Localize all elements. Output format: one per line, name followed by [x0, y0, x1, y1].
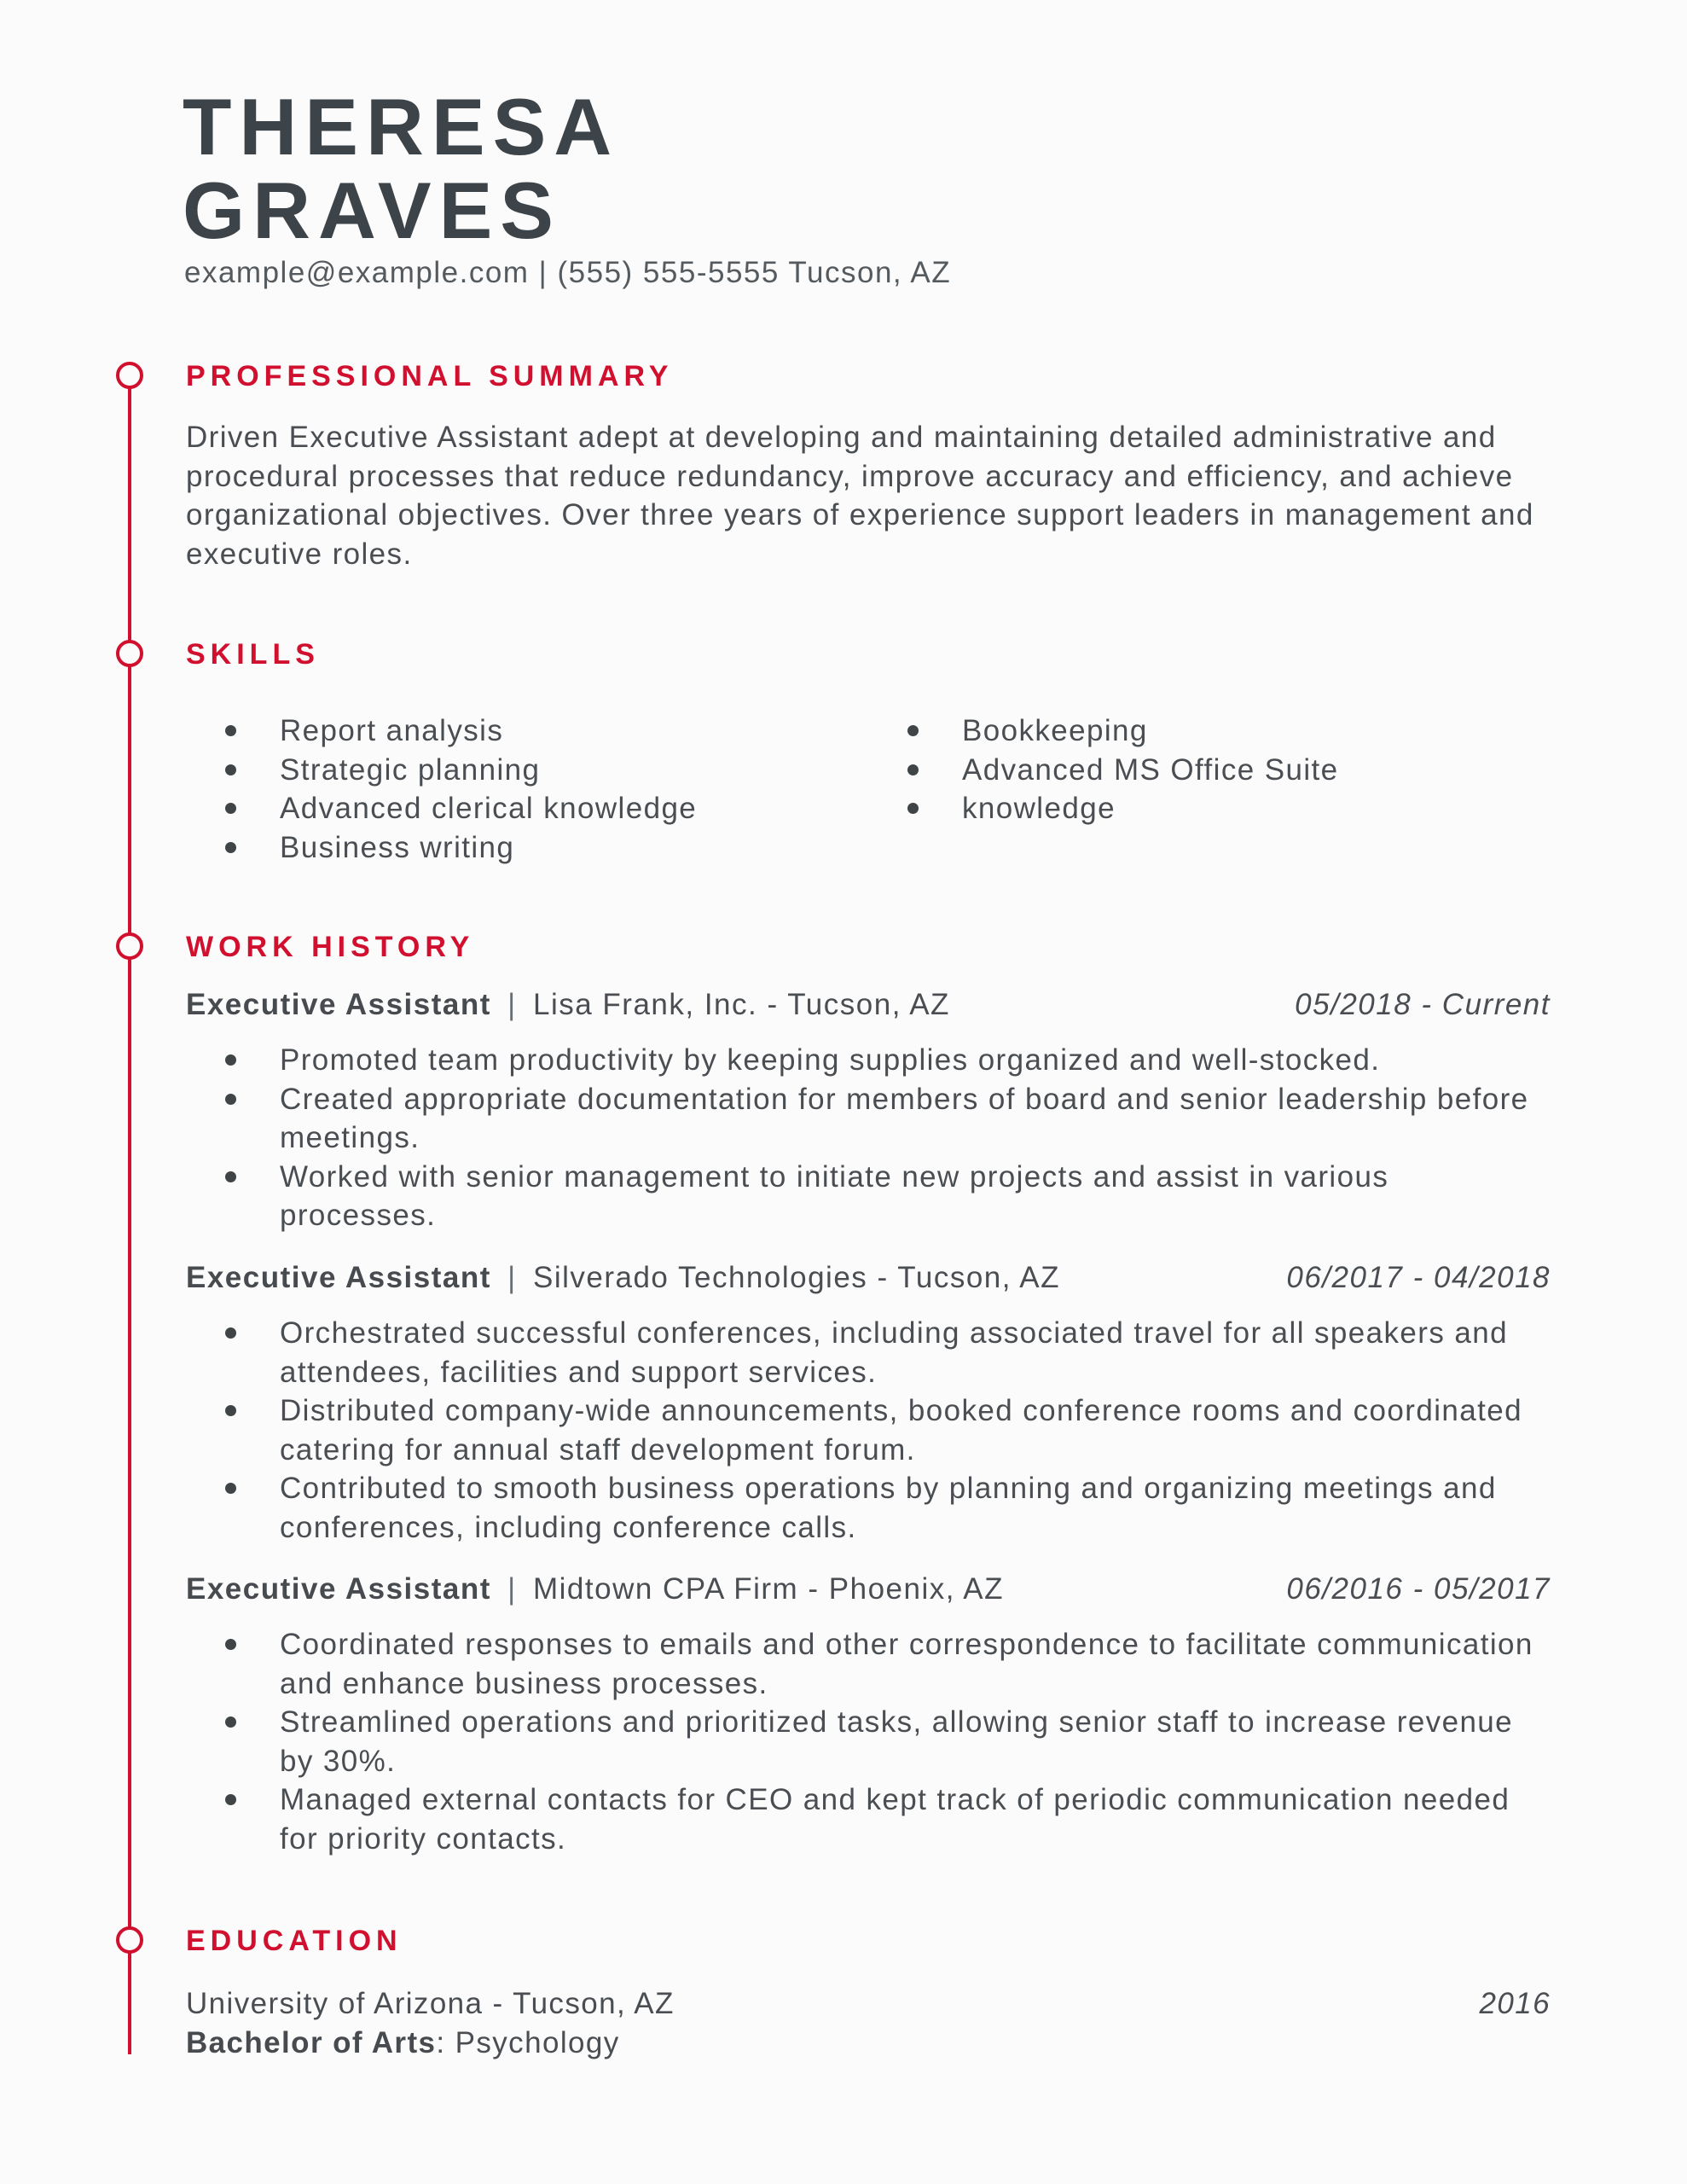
job-dates: 06/2016 - 05/2017: [1286, 1572, 1551, 1606]
job-company: Silverado Technologies - Tucson, AZ: [532, 1261, 1060, 1294]
last-name: GRAVES: [183, 166, 561, 255]
duty-item: Orchestrated successful conferences, including associated travel for all speakers and attendees, facilities and support services.: [186, 1314, 1551, 1391]
skills-list-right: [868, 712, 1339, 828]
skills-list-left: [186, 712, 697, 867]
school-name: University of Arizona - Tucson, AZ: [186, 1987, 675, 2020]
bullet-icon: [225, 725, 236, 736]
education-entry: [186, 1984, 1551, 2063]
timeline-line: [128, 375, 131, 2054]
duty-item: Created appropriate documentation for members of board and senior leadership before meetings.: [186, 1080, 1551, 1158]
education-timeline-dot: [116, 1926, 143, 1954]
duty-item: Distributed company-wide announcements, booked conference rooms and coordinated catering for annual staff development forum.: [186, 1391, 1551, 1469]
summary-timeline-dot: [116, 362, 143, 389]
degree-name: Bachelor of Arts: [186, 2026, 437, 2059]
skill-item: Strategic planning: [186, 751, 697, 790]
job-duties: [186, 1625, 1551, 1858]
job-title: Executive Assistant: [186, 1261, 491, 1294]
skills-heading: SKILLS: [186, 638, 320, 671]
skill-item: Advanced clerical knowledge: [186, 789, 697, 828]
summary-text: Driven Executive Assistant adept at developing and maintaining detailed administrative and procedural processes that reduce redundancy, improve accuracy and efficiency, and achieve organizational objectives. Over three years of experience support leaders in management and executive roles.: [186, 421, 1534, 571]
job-header: [186, 988, 1551, 1031]
job-header: [186, 1572, 1551, 1615]
bullet-icon: [907, 725, 919, 736]
duty-item: Managed external contacts for CEO and kept track of periodic communication needed for priority contacts.: [186, 1780, 1551, 1858]
skill-item: knowledge: [868, 789, 1339, 828]
bullet-icon: [907, 764, 919, 775]
job-dates: 05/2018 - Current: [1295, 988, 1551, 1021]
skill-item: Report analysis: [186, 712, 697, 751]
bullet-icon: [225, 1405, 236, 1416]
duty-item: Streamlined operations and prioritized tasks, allowing senior staff to increase revenue by 30%.: [186, 1703, 1551, 1780]
duty-item: Promoted team productivity by keeping supplies organized and well-stocked.: [186, 1041, 1551, 1080]
bullet-icon: [225, 1054, 236, 1066]
bullet-icon: [225, 842, 236, 853]
skill-item: Bookkeeping: [868, 712, 1339, 751]
job-duties: [186, 1041, 1551, 1235]
skill-item: Business writing: [186, 828, 697, 868]
education-heading: EDUCATION: [186, 1925, 403, 1957]
first-name: THERESA: [183, 82, 620, 171]
job-separator: |: [507, 1572, 517, 1606]
bullet-icon: [225, 1794, 236, 1805]
job-separator: |: [507, 1261, 517, 1294]
duty-item: Contributed to smooth business operations by planning and organizing meetings and conferences, including conference calls.: [186, 1469, 1551, 1547]
bullet-icon: [225, 803, 236, 814]
duty-item: Worked with senior management to initiate new projects and assist in various processes.: [186, 1158, 1551, 1235]
skills-timeline-dot: [116, 640, 143, 667]
contact-info: example@example.com | (555) 555-5555 Tucson, AZ: [184, 256, 952, 289]
summary-heading: PROFESSIONAL SUMMARY: [186, 360, 674, 392]
job-title: Executive Assistant: [186, 1572, 491, 1606]
duty-item: Coordinated responses to emails and other correspondence to facilitate communication and enhance business processes.: [186, 1625, 1551, 1703]
job-header: [186, 1261, 1551, 1304]
bullet-icon: [225, 764, 236, 775]
bullet-icon: [225, 1716, 236, 1728]
education-degree-row: [186, 2024, 1551, 2063]
skill-item: Advanced MS Office Suite: [868, 751, 1339, 790]
job-entry: [186, 1261, 1551, 1547]
bullet-icon: [907, 803, 919, 814]
job-entry: [186, 1572, 1551, 1858]
work-timeline-dot: [116, 932, 143, 960]
job-entry: [186, 988, 1551, 1235]
education-school-row: [186, 1984, 1551, 2024]
bullet-icon: [225, 1639, 236, 1650]
degree-field: : Psychology: [436, 2026, 620, 2059]
work-history-heading: WORK HISTORY: [186, 931, 475, 963]
bullet-icon: [225, 1327, 236, 1339]
job-title: Executive Assistant: [186, 988, 491, 1021]
job-company: Midtown CPA Firm - Phoenix, AZ: [532, 1572, 1004, 1606]
bullet-icon: [225, 1171, 236, 1182]
job-company: Lisa Frank, Inc. - Tucson, AZ: [532, 988, 950, 1021]
graduation-year: 2016: [1479, 1987, 1551, 2020]
bullet-icon: [225, 1094, 236, 1105]
job-separator: |: [507, 988, 517, 1021]
candidate-name: [183, 82, 620, 255]
job-dates: 06/2017 - 04/2018: [1286, 1261, 1551, 1294]
bullet-icon: [225, 1483, 236, 1494]
job-duties: [186, 1314, 1551, 1547]
